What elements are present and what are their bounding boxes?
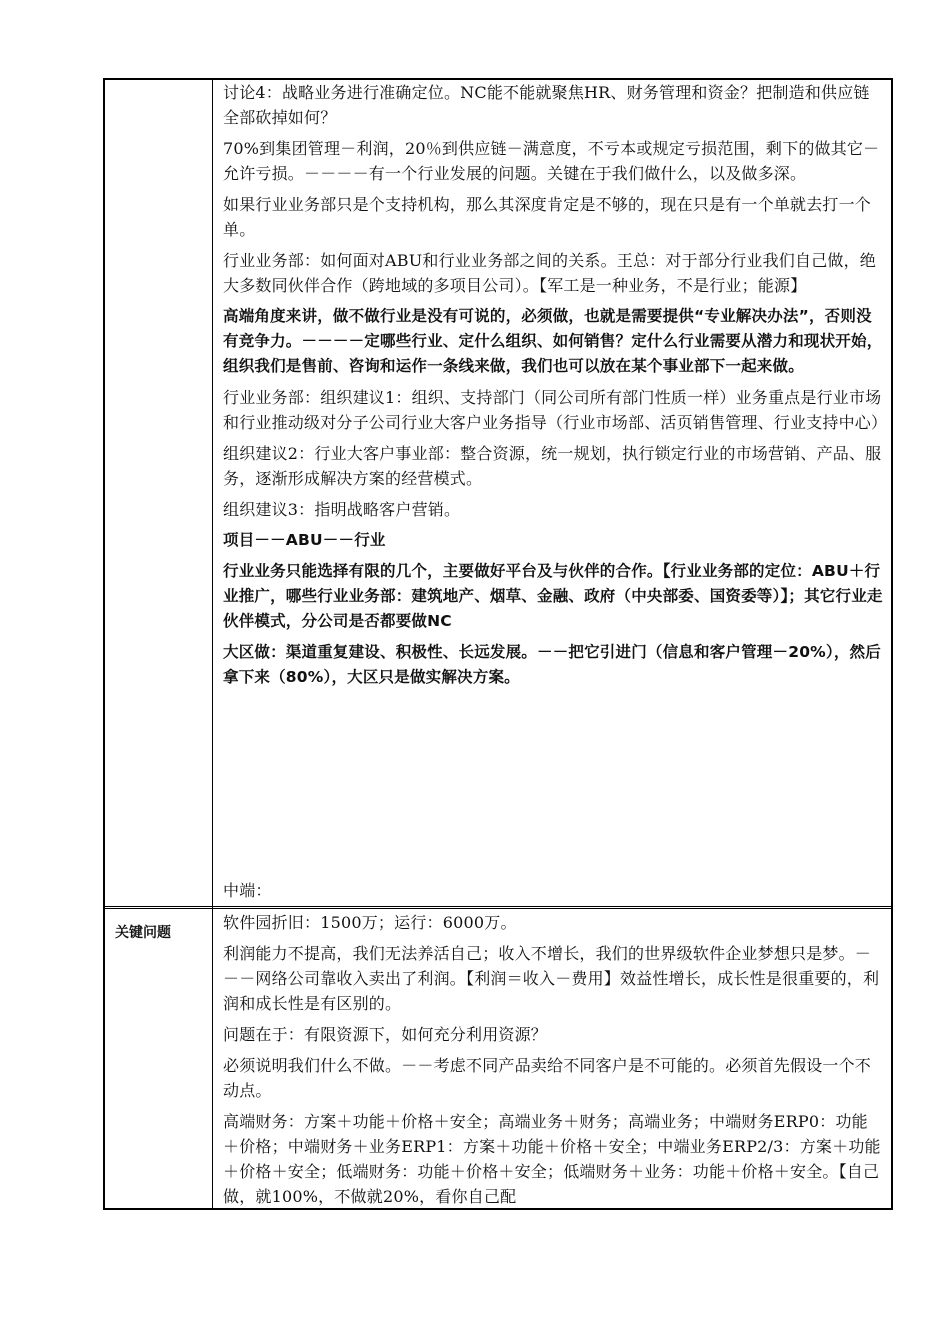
row1-paragraph: 70%到集团管理－利润，20％到供应链－满意度，不亏本或规定亏损范围，剩下的做其它－允许亏损。－－－－有一个行业发展的问题。关键在于我们做什么，以及做多深。: [223, 139, 880, 183]
column-divider: [212, 80, 213, 1208]
row1-trailing-text: 中端：: [223, 881, 272, 900]
row2-paragraph: 高端财务：方案＋功能＋价格＋安全；高端业务＋财务；高端业务；中端财务ERP0：功能＋价格；中端财务＋业务ERP1：方案＋功能＋价格＋安全；中端业务ERP2/3：方案＋功能＋价格＋安全；低端财务：功能＋价格＋安全；低端财务＋业务：功能＋价格＋安全。【自己做，就100%，不做就20%，看你自己配: [223, 1112, 881, 1206]
row2-paragraph: 必须说明我们什么不做。－－考虑不同产品卖给不同客户是不可能的。必须首先假设一个不动点。: [223, 1056, 872, 1100]
row1-trailing-container: [223, 878, 883, 909]
row2-label-key-issues: 关键问题: [115, 925, 171, 941]
row1-paragraph: 行业业务只能选择有限的几个，主要做好平台及与伙伴的合作。【行业业务部的定位：ABU＋行业推广，哪些行业业务部：建筑地产、烟草、金融、政府（中央部委、国资委等）】；其它行业走伙伴模式，分公司是否都要做NC: [223, 562, 883, 630]
row1-paragraph: 如果行业业务部只是个支持机构，那么其深度肯定是不够的，现在只是有一个单就去打一个单。: [223, 195, 872, 239]
row1-content: [223, 80, 888, 696]
row1-paragraph: 讨论4：战略业务进行准确定位。NC能不能就聚焦HR、财务管理和资金？把制造和供应链全部砍掉如何？: [223, 83, 870, 127]
content-table: [103, 78, 893, 1210]
row1-paragraph: 高端角度来讲，做不做行业是没有可说的，必须做，也就是需要提供“专业解决办法”，否则没有竞争力。－－－－定哪些行业、定什么组织、如何销售？定什么行业需要从潜力和现状开始，组织我们是售前、咨询和运作一条线来做，我们也可以放在某个事业部下一起来做。: [223, 307, 883, 375]
row2-paragraph: 利润能力不提高，我们无法养活自己；收入不增长，我们的世界级软件企业梦想只是梦。－－－网络公司靠收入卖出了利润。【利润＝收入－费用】效益性增长，成长性是很重要的，利润和成长性是有区别的。: [223, 944, 880, 1013]
row1-paragraph: 行业业务部：如何面对ABU和行业业务部之间的关系。王总：对于部分行业我们自己做，绝大多数同伙伴合作（跨地域的多项目公司）。【军工是一种业务，不是行业；能源】: [223, 251, 876, 295]
row2-content: [223, 910, 883, 1215]
row1-paragraph: 项目－－ABU－－行业: [223, 531, 386, 549]
row1-paragraph: 组织建议3：指明战略客户营销。: [223, 500, 461, 519]
row2-paragraph: 软件园折旧：1500万；运行：6000万。: [223, 913, 517, 932]
row-separator: [105, 906, 891, 909]
row2-paragraph: 问题在于：有限资源下，如何充分利用资源？: [223, 1025, 548, 1044]
row1-paragraph: 大区做：渠道重复建设、积极性、长远发展。－－把它引进门（信息和客户管理－20%），然后拿下来（80%），大区只是做实解决方案。: [223, 643, 881, 686]
row1-paragraph: 组织建议2：行业大客户事业部：整合资源，统一规划，执行锁定行业的市场营销、产品、服务，逐渐形成解决方案的经营模式。: [223, 444, 882, 488]
row1-paragraph: 行业业务部：组织建议1：组织、支持部门（同公司所有部门性质一样）业务重点是行业市场和行业推动级对分子公司行业大客户业务指导（行业市场部、活页销售管理、行业支持中心）: [223, 388, 888, 432]
